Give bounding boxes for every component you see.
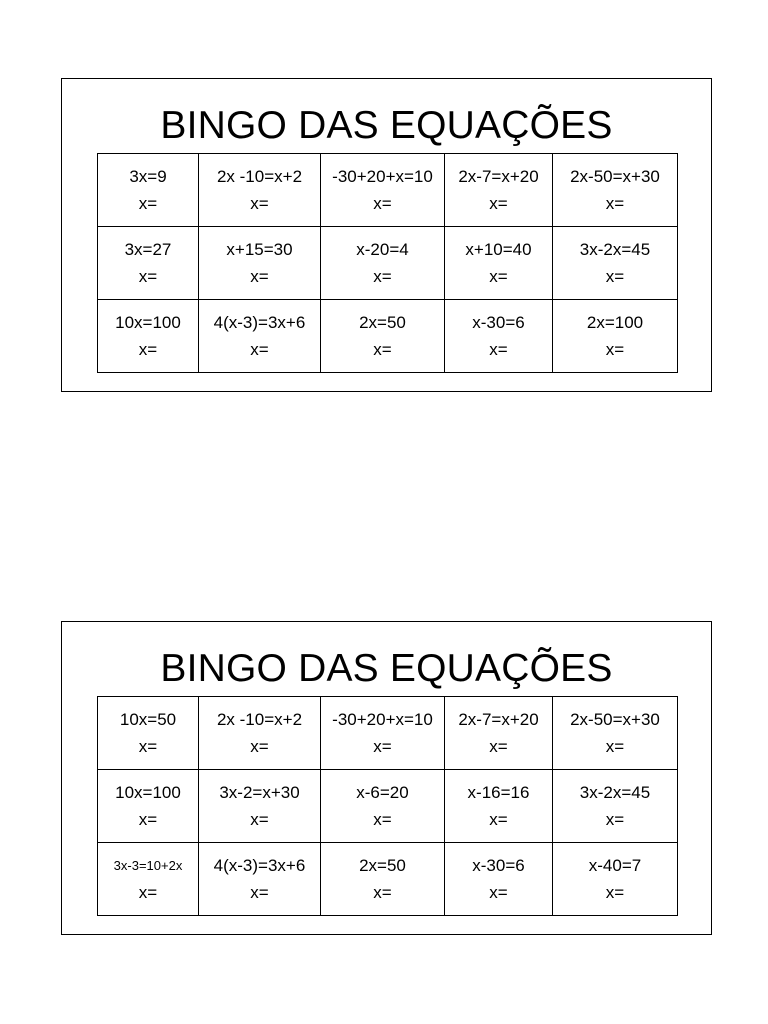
equation-text: 3x=27 <box>124 240 172 259</box>
answer-label: x= <box>605 810 625 829</box>
equation-text: 2x-7=x+20 <box>458 167 539 186</box>
answer-label: x= <box>138 883 158 902</box>
equation-cell <box>199 697 321 770</box>
answer-label: x= <box>489 737 508 756</box>
equation-cell <box>98 843 199 916</box>
equation-text: x-20=4 <box>356 240 409 259</box>
equation-cell <box>553 300 678 373</box>
answer-label: x= <box>373 883 392 902</box>
answer-label: x= <box>489 883 508 902</box>
equation-text: 3x-3=10+2x <box>113 858 183 873</box>
equation-grid <box>97 696 678 916</box>
equation-cell <box>321 154 445 227</box>
equation-text: 10x=100 <box>115 313 181 332</box>
equation-cell <box>199 300 321 373</box>
equation-text: x+15=30 <box>226 240 293 259</box>
equation-cell <box>553 770 678 843</box>
answer-label: x= <box>250 194 269 213</box>
equation-text: 2x-50=x+30 <box>570 167 660 186</box>
answer-label: x= <box>138 737 158 756</box>
grid-row <box>98 227 678 300</box>
equation-cell <box>321 227 445 300</box>
answer-label: x= <box>605 737 625 756</box>
equation-text: 4(x-3)=3x+6 <box>213 856 306 875</box>
equation-text: 2x=50 <box>359 313 406 332</box>
equation-cell <box>321 770 445 843</box>
grid-row <box>98 843 678 916</box>
answer-label: x= <box>373 810 392 829</box>
bingo-card-1 <box>61 78 712 392</box>
equation-grid <box>97 153 678 373</box>
equation-cell <box>98 770 199 843</box>
equation-text: 3x-2=x+30 <box>219 783 300 802</box>
answer-label: x= <box>138 267 158 286</box>
equation-cell <box>445 227 553 300</box>
equation-cell <box>321 697 445 770</box>
equation-text: 2x=50 <box>359 856 406 875</box>
equation-text: 3x=9 <box>129 167 167 186</box>
grid-row <box>98 697 678 770</box>
answer-label: x= <box>250 810 269 829</box>
equation-text: 2x-7=x+20 <box>458 710 539 729</box>
equation-cell <box>98 227 199 300</box>
grid-row <box>98 154 678 227</box>
grid-row <box>98 770 678 843</box>
answer-label: x= <box>373 267 392 286</box>
equation-cell <box>199 154 321 227</box>
equation-cell <box>445 300 553 373</box>
answer-label: x= <box>250 737 269 756</box>
card-title: BINGO DAS EQUAÇÕES <box>160 647 613 690</box>
equation-cell <box>199 227 321 300</box>
equation-cell <box>98 697 199 770</box>
equation-text: 2x -10=x+2 <box>216 167 303 186</box>
equation-cell <box>553 227 678 300</box>
equation-text: -30+20+x=10 <box>332 710 433 729</box>
grid-row <box>98 300 678 373</box>
answer-label: x= <box>489 340 508 359</box>
answer-label: x= <box>489 194 508 213</box>
equation-text: 2x -10=x+2 <box>216 710 303 729</box>
equation-cell <box>445 697 553 770</box>
bingo-card-2 <box>61 621 712 935</box>
answer-label: x= <box>250 883 269 902</box>
equation-cell <box>553 843 678 916</box>
equation-cell <box>445 843 553 916</box>
equation-cell <box>553 154 678 227</box>
equation-text: 4(x-3)=3x+6 <box>213 313 306 332</box>
equation-text: 2x=100 <box>586 313 644 332</box>
answer-label: x= <box>373 340 392 359</box>
equation-cell <box>445 154 553 227</box>
equation-text: 10x=100 <box>115 783 181 802</box>
equation-text: 10x=50 <box>119 710 177 729</box>
equation-text: 3x-2x=45 <box>579 240 651 259</box>
equation-cell <box>445 770 553 843</box>
answer-label: x= <box>489 810 508 829</box>
equation-text: x-30=6 <box>472 313 525 332</box>
equation-text: x-16=16 <box>467 783 530 802</box>
equation-text: 2x-50=x+30 <box>570 710 660 729</box>
answer-label: x= <box>138 340 158 359</box>
answer-label: x= <box>373 737 392 756</box>
answer-label: x= <box>373 194 392 213</box>
answer-label: x= <box>605 340 625 359</box>
equation-cell <box>199 843 321 916</box>
equation-text: x+10=40 <box>465 240 532 259</box>
equation-text: x-30=6 <box>472 856 525 875</box>
equation-cell <box>321 843 445 916</box>
equation-text: 3x-2x=45 <box>579 783 651 802</box>
equation-text: -30+20+x=10 <box>332 167 433 186</box>
answer-label: x= <box>138 810 158 829</box>
answer-label: x= <box>605 194 625 213</box>
equation-cell <box>98 300 199 373</box>
equation-cell <box>98 154 199 227</box>
equation-text: x-6=20 <box>356 783 409 802</box>
equation-text: x-40=7 <box>588 856 642 875</box>
card-title: BINGO DAS EQUAÇÕES <box>160 104 613 147</box>
answer-label: x= <box>605 267 625 286</box>
answer-label: x= <box>489 267 508 286</box>
answer-label: x= <box>138 194 158 213</box>
equation-cell <box>199 770 321 843</box>
answer-label: x= <box>250 267 269 286</box>
answer-label: x= <box>250 340 269 359</box>
equation-cell <box>553 697 678 770</box>
answer-label: x= <box>605 883 625 902</box>
equation-cell <box>321 300 445 373</box>
